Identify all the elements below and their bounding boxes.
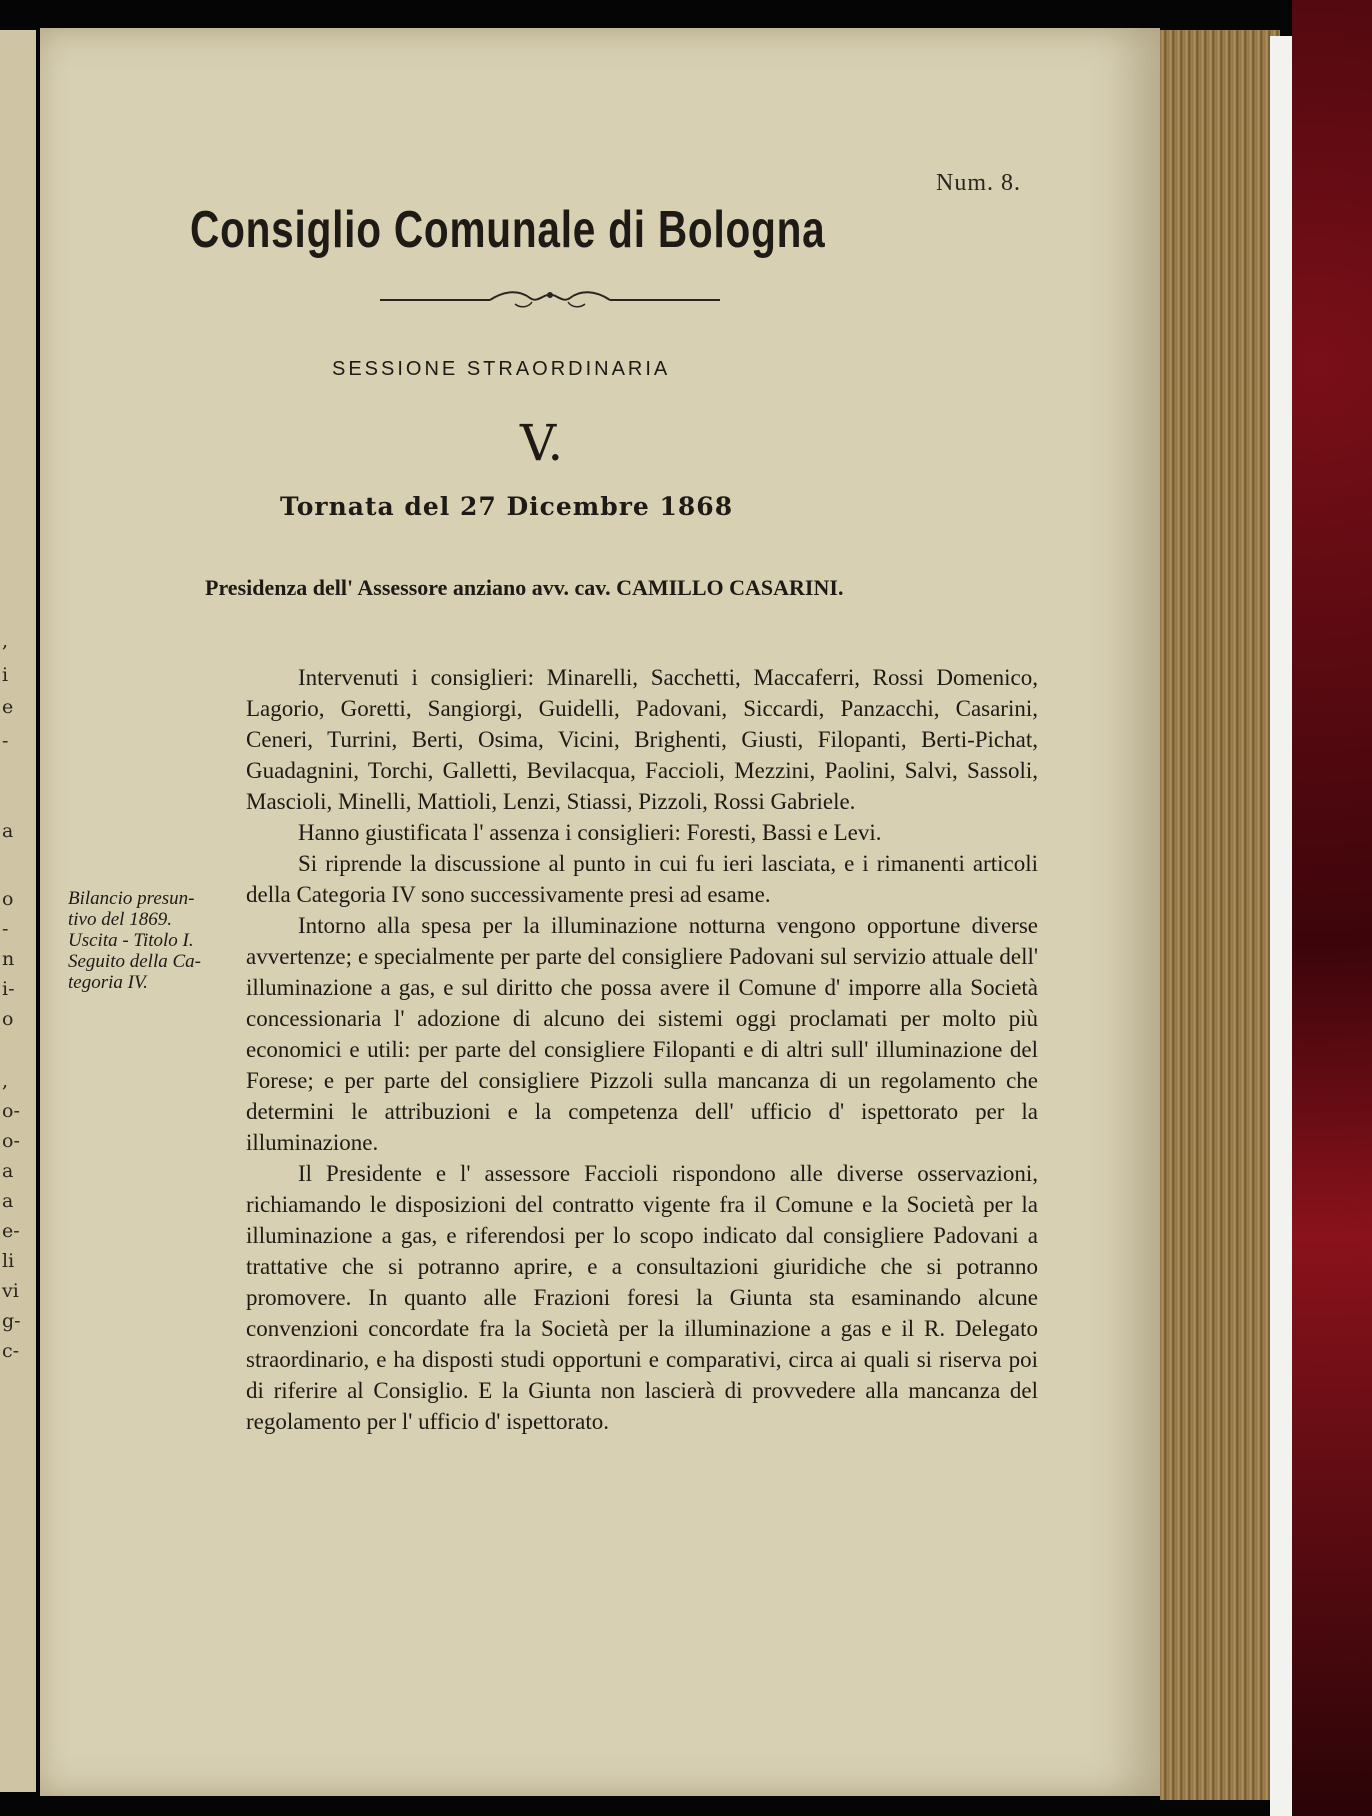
left-fragment: a (2, 1190, 14, 1212)
left-fragment: i- (2, 978, 15, 1000)
left-fragment: o- (2, 1130, 20, 1152)
margin-note-line: Seguito della Ca- (68, 951, 201, 972)
margin-note (68, 888, 228, 993)
paragraph-attendees: Intervenuti i consiglieri: Minarelli, Sacchetti, Maccaferri, Rossi Domenico, Lagorio, Goretti, Sangiorgi, Guidelli, Padovani, Siccardi, Panzacchi, Casarini, Ceneri, Turrini, Berti, Osima, Vicini, Brighenti, Giusti, Filopanti, Berti-Pichat, Guadagnini, Torchi, Galletti, Bevilacqua, Faccioli, Mezzini, Paolini, Salvi, Sassoli, Mascioli, Minelli, Mattioli, Lenzi, Stiassi, Pizzoli, Rossi Gabriele. (246, 665, 1038, 814)
book-board-edge (1270, 36, 1292, 1816)
left-fragment: a (2, 1160, 14, 1182)
marbled-cover (1292, 0, 1372, 1816)
session-heading: SESSIONE STRAORDINARIA (332, 358, 671, 380)
left-fragment: - (2, 918, 9, 940)
margin-note-line: Bilancio presun- (68, 888, 195, 909)
session-number: V. (520, 414, 564, 472)
left-fragment: , (2, 630, 9, 652)
page-title: Consiglio Comunale di Bologna (190, 201, 826, 259)
left-fragment: a (2, 820, 14, 842)
paragraph-illumination: Intorno alla spesa per la illuminazione notturna vengono opportune diverse avvertenze; e specialmente per parte del consigliere Padovani sul servizio attuale dell' illuminazione a gas, e sul diritto che possa avere il Comune d' imporre alla Società concessionaria l' adozione di alcuno dei sistemi oggi proclamati per molto più economici e utili: per parte del consigliere Filopanti e di altri sull' illuminazione del Forese; e per parte del consigliere Pizzoli sulla mancanza di un regolamento che determini le attribuzioni e la competenza dell' ufficio d' ispettorato per la illuminazione. (246, 913, 1038, 1155)
ornament-divider (380, 286, 720, 310)
left-fragment: - (2, 730, 9, 752)
left-fragment: n (2, 948, 15, 970)
paragraph-discussion: Si riprende la discussione al punto in cui fu ieri lasciata, e i rimanenti articoli della Categoria IV sono successivamente presi ad esame. (246, 851, 1038, 907)
left-fragment: e (2, 696, 14, 718)
left-fragment: li (2, 1250, 15, 1272)
left-fragment: vi (2, 1280, 19, 1302)
paragraph-response: Il Presidente e l' assessore Faccioli rispondono alle diverse osservazioni, richiamando le disposizioni del contratto vigente fra il Comune e la Società per la illuminazione a gas, e riferendosi per lo scopo indicato dal consigliere Padovani a trattative che si potranno aprire, e a consultazioni giuridiche che si potranno promovere. In quanto alle Frazioni foresi la Giunta sta esaminando alcune convenzioni concordate fra la Società per la illuminazione a gas e il R. Delegato straordinario, e ha disposti studi opportuni e comparativi, circa ai quali si riserva poi di riferire al Consiglio. E la Giunta non lascierà di provvedere alla mancanza del regolamento per l' ufficio d' ispettorato. (246, 1161, 1038, 1434)
margin-note-line: tivo del 1869. (68, 909, 172, 930)
left-fragment: o (2, 1008, 14, 1030)
issue-number: Num. 8. (936, 170, 1021, 196)
sitting-date: Tornata del 27 Dicembre 1868 (280, 492, 734, 521)
left-page-strip (0, 30, 36, 1792)
paragraph-absences: Hanno giustificata l' assenza i consiglieri: Foresti, Bassi e Levi. (298, 820, 882, 845)
presidency-line: Presidenza dell' Assessore anziano avv. cav. CAMILLO CASARINI. (205, 575, 844, 600)
body-text (246, 662, 1038, 1437)
left-fragment: , (2, 1070, 9, 1092)
left-fragment: o (2, 888, 14, 910)
left-fragment: e- (2, 1220, 20, 1242)
margin-note-line: Uscita - Titolo I. (68, 930, 194, 951)
left-fragment: g- (2, 1310, 21, 1332)
left-fragment: i (2, 664, 9, 686)
left-fragment: c- (2, 1340, 20, 1362)
left-fragment: o- (2, 1100, 20, 1122)
page-edges (1160, 30, 1280, 1800)
margin-note-line: tegoria IV. (68, 972, 148, 993)
